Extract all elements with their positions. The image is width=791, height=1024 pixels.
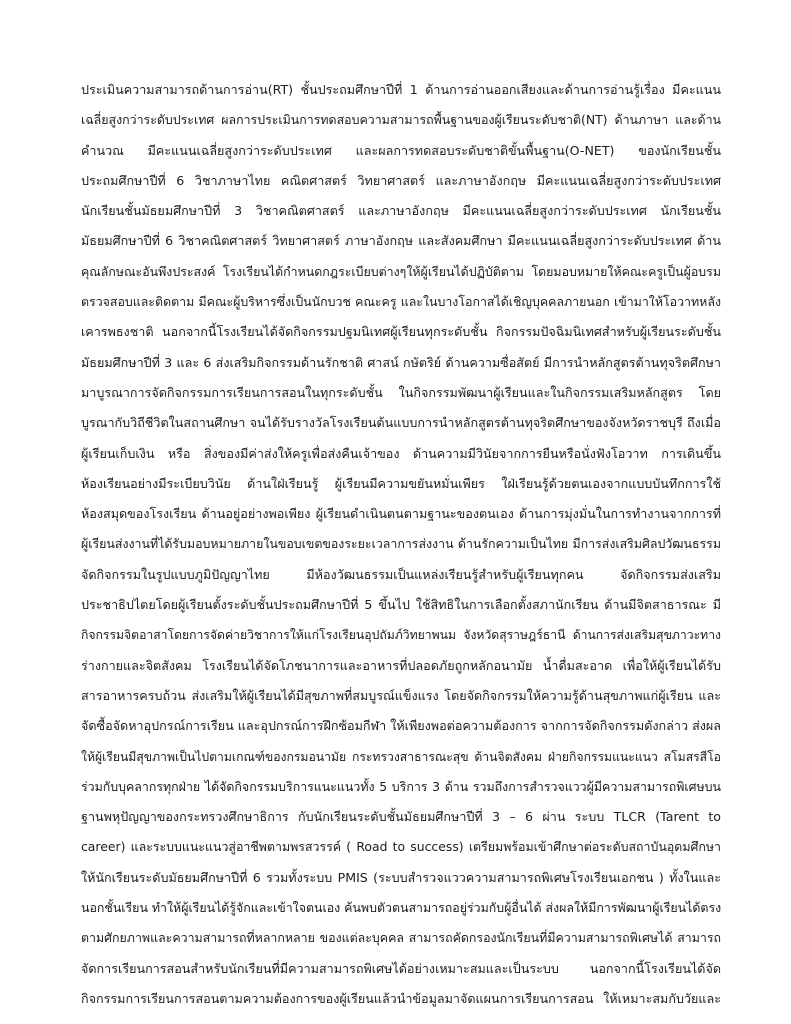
text-line-8: ตรวจสอบและติดตาม มีคณะผู้บริหารซึ่งเป็นนักบวช คณะครู และในบางโอกาสได้เชิญบุคคลภายนอก เข้ามาให้โอวาทหลัง xyxy=(81,294,721,310)
text-line-28: นอกชั้นเรียน ทำให้ผู้เรียนได้รู้จักและเข้าใจตนเอง ค้นพบตัวตนสามารถอยู่ร่วมกับผู้อื่นได้ ส่งผลให้มีการพัฒนาผู้เรียนได้ตรง xyxy=(81,900,721,916)
text-line-1: ประเมินความสามารถด้านการอ่าน(RT) ชั้นประถมศึกษาปีที่ 1 ด้านการอ่านออกเสียงและด้านการอ่านรู้เรื่อง มีคะแนน xyxy=(81,82,721,97)
text-line-30: จัดการเรียนการสอนสำหรับนักเรียนที่มีความสามารถพิเศษได้อย่างเหมาะสมและเป็นระบบ นอกจากนี้โรงเรียนได้จัด xyxy=(81,960,721,976)
text-line-24: ร่วมกับบุคลากรทุกฝ่าย ได้จัดกิจกรรมบริการแนะแนวทั้ง 5 บริการ 3 ด้าน รวมถึงการสำรวจแววผู้มีความสามารถพิเศษบน xyxy=(81,778,721,794)
text-line-16: ผู้เรียนส่งงานที่ได้รับมอบหมายภายในขอบเขตของระยะเวลาการส่งงาน ด้านรักความเป็นไทย มีการส่งเสริมศิลปวัฒนธรรม xyxy=(81,536,721,552)
text-line-20: ร่างกายและจิตสังคม โรงเรียนได้จัดโภชนาการและอาหารที่ปลอดภัยถูกหลักอนามัย น้ำดื่มสะอาด เพื่อให้ผู้เรียนได้รับ xyxy=(81,657,721,673)
text-line-10: มัธยมศึกษาปีที่ 3 และ 6 ส่งเสริมกิจกรรมด้านรักชาติ ศาสน์ กษัตริย์ ด้านความซื่อสัตย์ มีการนำหลักสูตรต้านทุจริตศึกษา xyxy=(81,354,721,370)
text-line-29: ตามศักยภาพและความสามารถที่หลากหลาย ของแต่ละบุคคล สามารถคัดกรองนักเรียนที่มีความสามารถพิเศษได้ สามารถ xyxy=(81,930,721,946)
text-line-27: ให้นักเรียนระดับมัธยมศึกษาปีที่ 6 รวมทั้งระบบ PMIS (ระบบสำรวจแววความสามารถพิเศษโรงเรียนเอกชน ) ทั้งในและ xyxy=(81,869,721,885)
text-line-4: ประถมศึกษาปีที่ 6 วิชาภาษาไทย คณิตศาสตร์ วิทยาศาสตร์ และภาษาอังกฤษ มีคะแนนเฉลี่ยสูงกว่าระดับประเทศ xyxy=(81,172,721,188)
text-line-25: ฐานพหุปัญญาของกระทรวงศึกษาธิการ กับนักเรียนระดับชั้นมัธยมศึกษาปีที่ 3 – 6 ผ่าน ระบบ TLCR (Tarent to xyxy=(81,809,721,825)
text-line-18: ประชาธิปไตยโดยผู้เรียนตั้งระดับชั้นประถมศึกษาปีที่ 5 ขึ้นไป ใช้สิทธิในการเลือกตั้งสภานักเรียน ด้านมีจิตสาธารณะ มี xyxy=(81,597,721,613)
text-line-5: นักเรียนชั้นมัธยมศึกษาปีที่ 3 วิชาคณิตศาสตร์ และภาษาอังกฤษ มีคะแนนเฉลี่ยสูงกว่าระดับประเทศ นักเรียนชั้น xyxy=(81,203,721,219)
text-line-15: ห้องสมุดของโรงเรียน ด้านอยู่อย่างพอเพียง ผู้เรียนดำเนินตนตามฐานะของตนเอง ด้านการมุ่งมั่นในการทำงานจากการที่ xyxy=(81,506,721,522)
text-line-7: คุณลักษณะอันพึงประสงค์ โรงเรียนได้กำหนดกฎระเบียบต่างๆให้ผู้เรียนได้ปฏิบัติตาม โดยมอบหมายให้คณะครูเป็นผู้อบรม xyxy=(81,263,721,279)
text-line-22: จัดซื้อจัดหาอุปกรณ์การเรียน และอุปกรณ์การฝึกซ้อมกีฬา ให้เพียงพอต่อความต้องการ จากการจัดกิจกรรมดังกล่าว ส่งผล xyxy=(81,718,721,734)
text-line-17: จัดกิจกรรมในรูปแบบภูมิปัญญาไทย มีห้องวัฒนธรรมเป็นแหล่งเรียนรู้สำหรับผู้เรียนทุกคน จัดกิจกรรมส่งเสริม xyxy=(81,566,721,582)
text-line-23: ให้ผู้เรียนมีสุขภาพเป็นไปตามเกณฑ์ของกรมอนามัย กระทรวงสาธารณะสุข ด้านจิตสังคม ฝ่ายกิจกรรมแนะแนว สโมสรสีโอ xyxy=(81,749,721,764)
text-line-9: เคารพธงชาติ นอกจากนี้โรงเรียนได้จัดกิจกรรมปฐมนิเทศผู้เรียนทุกระดับชั้น กิจกรรมปัจฉิมนิเทศสำหรับผู้เรียนระดับชั้น xyxy=(81,324,721,340)
text-line-21: สารอาหารครบถ้วน ส่งเสริมให้ผู้เรียนได้มีสุขภาพที่สมบูรณ์แข็งแรง โดยจัดกิจกรรมให้ความรู้ด้านสุขภาพแก่ผู้เรียน และ xyxy=(81,687,721,703)
text-line-3: คำนวณ มีคะแนนเฉลี่ยสูงกว่าระดับประเทศ และผลการทดสอบระดับชาติขั้นพื้นฐาน(O-NET) ของนักเรียนชั้น xyxy=(81,142,721,158)
text-line-31: กิจกรรมการเรียนการสอนตามความต้องการของผู้เรียนแล้วนำข้อมูลมาจัดแผนการเรียนการสอน ให้เหมาะสมกับวัยและ xyxy=(81,990,721,1006)
text-line-13: ผู้เรียนเก็บเงิน หรือ สิ่งของมีค่าส่งให้ครูเพื่อส่งคืนเจ้าของ ด้านความมีวินัยจากการยืนหรือนั่งฟังโอวาท การเดินขึ้น xyxy=(81,445,721,461)
text-line-14: ห้องเรียนอย่างมีระเบียบวินัย ด้านใฝ่เรียนรู้ ผู้เรียนมีความขยันหมั่นเพียร ใฝ่เรียนรู้ด้วยตนเองจากแบบบันทึกการใช้ xyxy=(81,475,721,491)
text-line-26: career) และระบบแนะแนวสู่อาชีพตามพรสวรรค์ ( Road to success) เตรียมพร้อมเข้าศึกษาต่อระดับสถาบันอุดมศึกษา xyxy=(81,839,721,855)
body-paragraph xyxy=(81,75,721,1014)
text-line-6: มัธยมศึกษาปีที่ 6 วิชาคณิตศาสตร์ วิทยาศาสตร์ ภาษาอังกฤษ และสังคมศึกษา มีคะแนนเฉลี่ยสูงกว่าระดับประเทศ ด้าน xyxy=(81,233,721,249)
text-line-2: เฉลี่ยสูงกว่าระดับประเทศ ผลการประเมินการทดสอบความสามารถพื้นฐานของผู้เรียนระดับชาติ(NT) ด้านภาษา และด้าน xyxy=(81,112,721,128)
text-line-11: มาบูรณาการจัดกิจกรรมการเรียนการสอนในทุกระดับชั้น ในกิจกรรมพัฒนาผู้เรียนและในกิจกรรมเสริมหลักสูตร โดย xyxy=(81,384,721,400)
text-line-12: บูรณากับวิถีชีวิตในสถานศึกษา จนได้รับรางวัลโรงเรียนต้นแบบการนำหลักสูตรต้านทุจริตศึกษาของจังหวัดราชบุรี ถึงเมื่อ xyxy=(81,415,721,431)
text-line-19: กิจกรรมจิตอาสาโดยการจัดค่ายวิชาการให้แก่โรงเรียนอุปถัมภ์วิทยาพนม จังหวัดสุราษฎร์ธานี ด้านการส่งเสริมสุขภาวะทาง xyxy=(81,628,721,643)
